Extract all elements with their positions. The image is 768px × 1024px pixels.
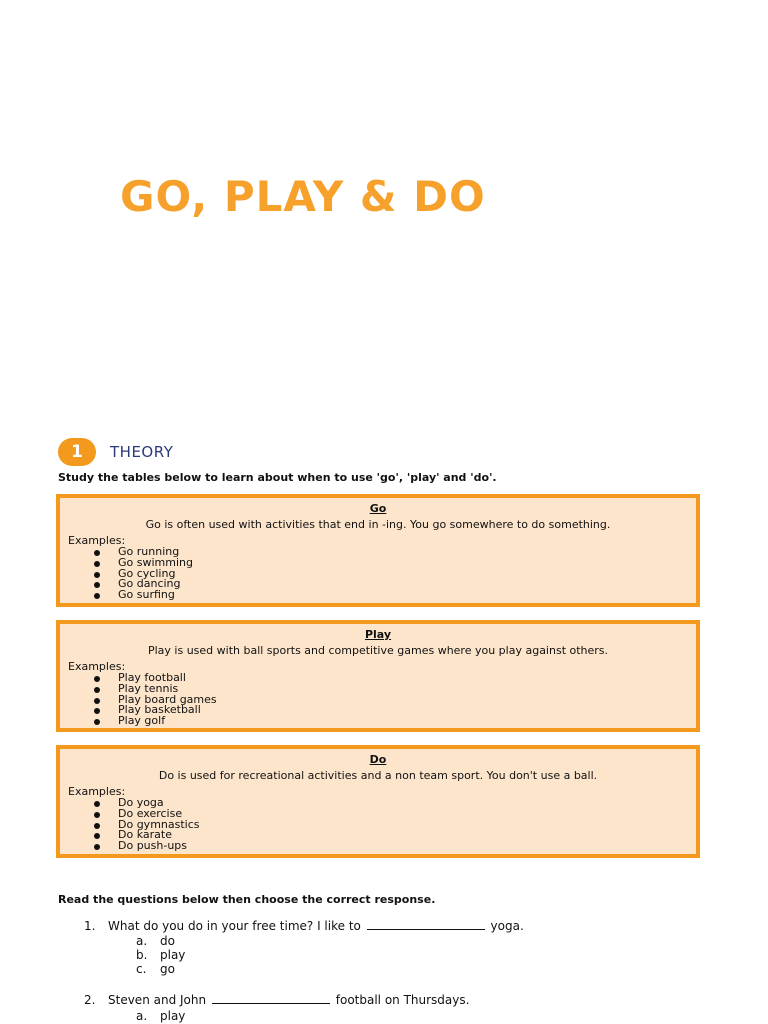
question-2-options (136, 1009, 185, 1023)
quiz-instruction: Read the questions below then choose the correct response. (58, 893, 436, 906)
option-text: do (160, 934, 175, 948)
go-box (56, 494, 700, 607)
list-item: Play football (118, 673, 688, 684)
option-item[interactable] (136, 934, 185, 948)
play-box (56, 620, 700, 732)
question-text-after: football on Thursdays. (335, 993, 470, 1007)
list-item: Do yoga (118, 798, 688, 809)
option-text: go (160, 962, 175, 976)
examples-list (68, 798, 688, 852)
question-text-before: What do you do in your free time? I like to (108, 919, 361, 933)
instruction-text: Study the tables below to learn about when to use 'go', 'play' and 'do'. (58, 471, 497, 484)
list-item: Play tennis (118, 684, 688, 695)
question-2 (84, 993, 469, 1007)
section-number-badge: 1 (58, 438, 96, 466)
list-item: Go surfing (118, 590, 688, 601)
section-header (58, 438, 173, 466)
option-letter: b. (136, 948, 148, 962)
list-item: Play board games (118, 695, 688, 706)
section-title: THEORY (110, 443, 174, 461)
answer-blank[interactable] (367, 929, 485, 930)
list-item: Play basketball (118, 705, 688, 716)
question-text-after: yoga. (490, 919, 524, 933)
option-item[interactable] (136, 962, 185, 976)
question-1-options (136, 934, 185, 976)
examples-list (68, 547, 688, 601)
option-item[interactable] (136, 1009, 185, 1023)
do-box (56, 745, 700, 858)
list-item: Do exercise (118, 809, 688, 820)
page-title: GO, PLAY & DO (120, 172, 486, 221)
examples-label: Examples: (68, 785, 126, 798)
option-text: play (160, 948, 186, 962)
box-description: Go is often used with activities that end in -ing. You go somewhere to do something. (145, 518, 611, 531)
box-description: Play is used with ball sports and competitive games where you play against others. (147, 644, 609, 657)
list-item: Go running (118, 547, 688, 558)
list-item: Do karate (118, 830, 688, 841)
box-description: Do is used for recreational activities and a non team sport. You don't use a ball. (158, 769, 598, 782)
list-item: Go swimming (118, 558, 688, 569)
question-number: 1. (84, 919, 96, 933)
box-heading: Do (369, 753, 387, 766)
option-letter: a. (136, 1009, 148, 1023)
examples-label: Examples: (68, 534, 126, 547)
box-heading: Go (369, 502, 387, 515)
examples-list (68, 673, 688, 727)
box-heading: Play (364, 628, 392, 641)
list-item: Go cycling (118, 569, 688, 580)
option-item[interactable] (136, 948, 185, 962)
list-item: Do push-ups (118, 841, 688, 852)
answer-blank[interactable] (212, 1003, 330, 1004)
list-item: Go dancing (118, 579, 688, 590)
question-text-before: Steven and John (108, 993, 207, 1007)
option-letter: c. (136, 962, 147, 976)
question-number: 2. (84, 993, 96, 1007)
list-item: Do gymnastics (118, 820, 688, 831)
examples-label: Examples: (68, 660, 126, 673)
option-letter: a. (136, 934, 148, 948)
question-1 (84, 919, 524, 933)
list-item: Play golf (118, 716, 688, 727)
option-text: play (160, 1009, 186, 1023)
